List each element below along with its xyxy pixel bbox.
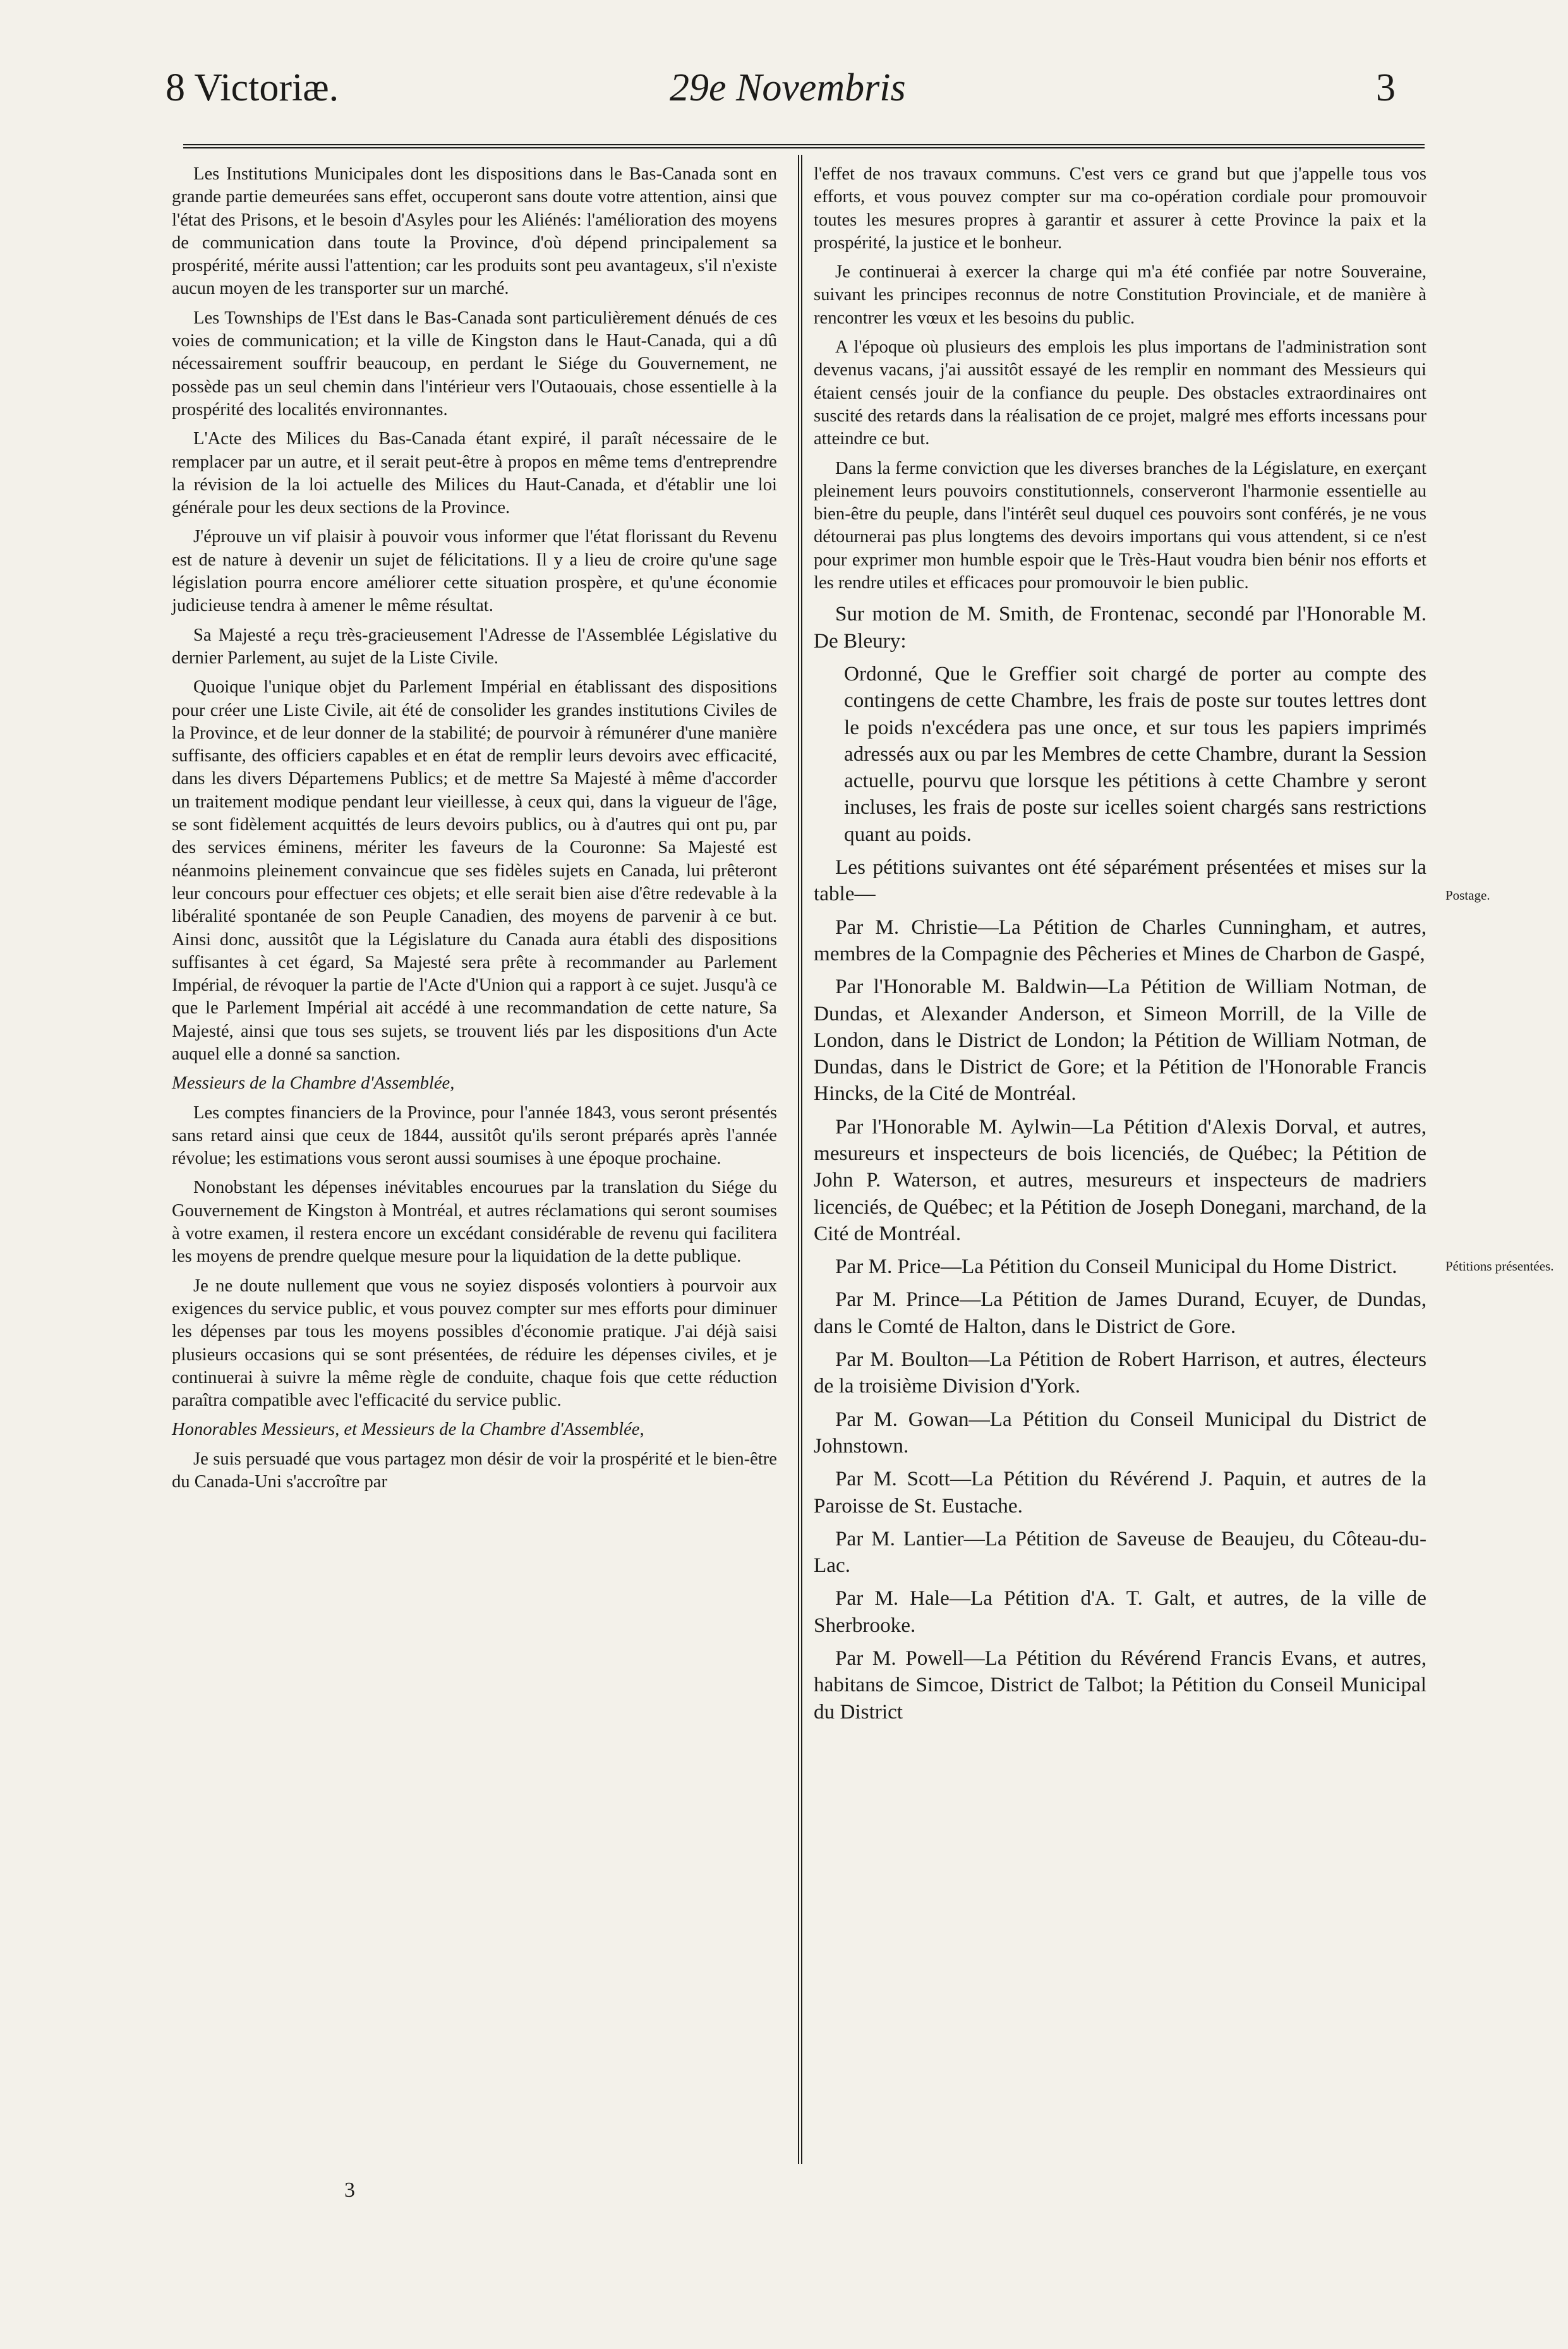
margin-note-petitions: Pétitions présentées. xyxy=(1445,1259,1554,1274)
petition-entry: Par M. Price—La Pétition du Conseil Municipal du Home District. xyxy=(835,1255,1397,1279)
signature-mark: 3 xyxy=(344,2178,355,2202)
paragraph: Nonobstant les dépenses inévitables encourues par la translation du Siége du Gouvernement de Kingston à Montréal, et autres réclamations qui seront soumises à votre examen, il restera encore un excédant considérable de revenu qui facilitera les moyens de prendre quelque mesure pour la liquidation de la dette publique. xyxy=(172,1178,777,1267)
paragraph: Dans la ferme conviction que les diverses branches de la Législature, en exerçant pleinement leurs pouvoirs constitutionnels, conserveront l'harmonie essentielle au bien-être du peuple, dans l'intérêt seul duquel ces pouvoirs sont conférés, je ne vous détournerai pas plus longtems des devoirs importans qui vous attendent, si ce n'est pour exprimer mon humble espoir que le Très-Haut voudra bien bénir nos efforts et les rendre utiles et efficaces pour promouvoir le bien public. xyxy=(814,458,1426,593)
petition-entry: Par M. Gowan—La Pétition du Conseil Municipal du District de Johnstown. xyxy=(814,1407,1426,1458)
order-postage: Ordonné, Que le Greffier soit chargé de porter au compte des contingens de cette Chambre, les frais de poste sur toutes lettres dont le poids n'excédera pas une once, et sur tous les papiers imprimés adressés aux ou par les Membres de cette Chambre, durant la Session actuelle, pourvu que lorsque les pétitions à cette Chambre y seront incluses, les frais de poste sur icelles soient chargés sans restrictions quant au poids. xyxy=(844,661,1426,846)
petition-entry: Par M. Lantier—La Pétition de Saveuse de Beaujeu, du Côteau-du-Lac. xyxy=(814,1526,1426,1578)
petition-entry: Par M. Hale—La Pétition d'A. T. Galt, et autres, de la ville de Sherbrooke. xyxy=(814,1586,1426,1637)
paragraph: Quoique l'unique objet du Parlement Impérial en établissant des dispositions pour créer une Liste Civile, ait été de consolider les grandes institutions Civiles de la Province, et de leur donner de la stabilité; de pourvoir à rémunérer d'une manière suffisante, des officiers capables et en état de remplir leurs devoirs avec efficacité, dans les divers Départemens Publics; et de mettre Sa Majesté à même d'accorder un traitement modique pendant leur vieillesse, à ceux qui, dans la vigueur de l'âge, se sont fidèlement acquittés de leurs devoirs publics, ou à d'autres qui ont pu, par des services éminens, mériter les faveurs de la Couronne: Sa Majesté est néanmoins pleinement convaincue que ses fidèles sujets en Canada, lui prêteront leur concours pour effectuer ces objets; et elle serait bien aise d'être redevable à la libéralité spontanée de son Peuple Canadien, des moyens de parvenir à ce but. Ainsi donc, aussitôt que la Législature du Canada aura établi des dispositions suffisantes à cet égard, Sa Majesté sera prête à recommander au Parlement Impérial, de révoquer la partie de l'Acte d'Union qui a rapport à ce sujet. Jusqu'à ce que le Parlement Impérial ait accédé à une recommandation de cette nature, Sa Majesté, ainsi que tous ses sujets, se trouvent liés par les dispositions d'un Acte auquel elle a donné sa sanction. xyxy=(172,677,777,1064)
paragraph: J'éprouve un vif plaisir à pouvoir vous informer que l'état florissant du Revenu est de nature à devenir un sujet de félicitations. Il y a lieu de croire qu'une sage législation pourra encore améliorer cette situation prospère, et qu'une économie judicieuse tendra à amener le même résultat. xyxy=(172,527,777,616)
paragraph: Je suis persuadé que vous partagez mon désir de voir la prospérité et le bien-être du Canada-Uni s'accroître par xyxy=(172,1449,777,1492)
page-header xyxy=(0,0,1568,126)
paragraph: Les comptes financiers de la Province, pour l'année 1843, vous seront présentés sans retard ainsi que ceux de 1844, aussitôt qu'ils seront préparés après l'année révolue; les estimations vous seront aussi soumises à une époque prochaine. xyxy=(172,1102,777,1169)
header-page-number: 3 xyxy=(1376,66,1396,109)
petition-entry: Par l'Honorable M. Aylwin—La Pétition d'Alexis Dorval, et autres, mesureurs et inspecteurs de bois licenciés, de Québec; la Pétition de John P. Waterson, et autres, mesureurs et inspecteurs de madriers licenciés, de Québec; et la Pétition de Joseph Donegani, marchand, de la Cité de Montréal. xyxy=(814,1114,1426,1245)
paragraph: A l'époque où plusieurs des emplois les plus importans de l'administration sont devenus vacans, j'ai aussitôt essayé de les remplir en nommant des Messieurs qui étaient censés jouir de la confiance du peuple. Des obstacles extraordinaires ont suscité des retards dans la réalisation de ce projet, malgré mes efforts incessans pour atteindre ce but. xyxy=(814,337,1426,449)
paragraph: Les Institutions Municipales dont les dispositions dans le Bas-Canada sont en grande partie demeurées sans effet, occuperont sans doute votre attention, ainsi que l'état des Prisons, et le besoin d'Asyles pour les Aliénés: l'amélioration des moyens de communication dans toute la Province, d'où dépend principalement sa prospérité, mérite aussi l'attention; car les produits sont peu avantageux, s'il n'existe aucun moyen de les transporter sur un marché. xyxy=(172,164,777,299)
petitions-intro: Les pétitions suivantes ont été séparément présentées et mises sur la table— xyxy=(814,855,1426,906)
petition-entry: Par M. Christie—La Pétition de Charles Cunningham, et autres, membres de la Compagnie des Pêcheries et Mines de Charbon de Gaspé, xyxy=(814,915,1426,965)
left-column xyxy=(172,163,777,1500)
header-date: 29e Novembris xyxy=(670,66,906,109)
salutation: Messieurs de la Chambre d'Assemblée, xyxy=(172,1073,455,1094)
salutation: Honorables Messieurs, et Messieurs de la Chambre d'Assemblée, xyxy=(172,1420,644,1440)
margin-note-postage: Postage. xyxy=(1445,888,1490,903)
paragraph: l'effet de nos travaux communs. C'est vers ce grand but que j'appelle tous vos efforts, et vous pouvez compter sur ma co-opération cordiale pour promouvoir toutes les mesures propres à garantir et assurer à cette Province la paix et la prospérité, la justice et le bonheur. xyxy=(814,164,1426,253)
paragraph: Les Townships de l'Est dans le Bas-Canada sont particulièrement dénués de ces voies de communication; et la ville de Kingston dans le Haut-Canada, qui a dû nécessairement souffrir beaucoup, en perdant le Siége du Gouvernement, ne possède pas un seul chemin dans l'intérieur vers l'Outaouais, chose essentielle à la prospérité des localités environnantes. xyxy=(172,308,777,420)
column-divider xyxy=(798,155,802,2164)
petition-entry: Par l'Honorable M. Baldwin—La Pétition de William Notman, de Dundas, et Alexander Anderson, et Simeon Morrill, de la Ville de London, dans le District de London; la Pétition de William Notman, de Dundas, dans le District de Gore; et la Pétition de l'Honorable Francis Hincks, de la Cité de Montréal. xyxy=(814,975,1426,1106)
petition-entry: Par M. Prince—La Pétition de James Durand, Ecuyer, de Dundas, dans le Comté de Halton, dans le District de Gore. xyxy=(814,1288,1426,1338)
header-session: 8 Victoriæ. xyxy=(166,66,339,109)
paragraph: Sa Majesté a reçu très-gracieusement l'Adresse de l'Assemblée Législative du dernier Parlement, au sujet de la Liste Civile. xyxy=(172,625,777,668)
petition-entry: Par M. Boulton—La Pétition de Robert Harrison, et autres, électeurs de la troisième Division d'York. xyxy=(814,1348,1426,1398)
petition-entry: Par M. Scott—La Pétition du Révérend J. Paquin, et autres de la Paroisse de St. Eustache. xyxy=(814,1467,1426,1518)
paragraph: L'Acte des Milices du Bas-Canada étant expiré, il paraît nécessaire de le remplacer par un autre, et il serait peut-être à propos en même tems d'entreprendre la révision de la loi actuelle des Milices du Haut-Canada, et d'établir une loi générale pour les deux sections de la Province. xyxy=(172,429,777,518)
petition-entry: Par M. Powell—La Pétition du Révérend Francis Evans, et autres, habitans de Simcoe, District de Talbot; la Pétition du Conseil Municipal du District xyxy=(814,1646,1426,1724)
right-column xyxy=(814,163,1426,1732)
motion: Sur motion de M. Smith, de Frontenac, secondé par l'Honorable M. De Bleury: xyxy=(814,602,1426,653)
header-rule xyxy=(183,144,1425,148)
paragraph: Je continuerai à exercer la charge qui m'a été confiée par notre Souveraine, suivant les principes reconnus de notre Constitution Provinciale, et de manière à rencontrer les vœux et les besoins du public. xyxy=(814,262,1426,328)
paragraph: Je ne doute nullement que vous ne soyiez disposés volontiers à pourvoir aux exigences du service public, et vous pouvez compter sur mes efforts pour diminuer les dépenses par tous les moyens possibles d'économie pratique. J'ai déjà saisi plusieurs occasions qui se sont présentées, de réduire les dépenses civiles, et je continuerai à suivre la même règle de conduite, chaque fois que cette réduction paraîtra compatible avec l'efficacité du service public. xyxy=(172,1276,777,1411)
